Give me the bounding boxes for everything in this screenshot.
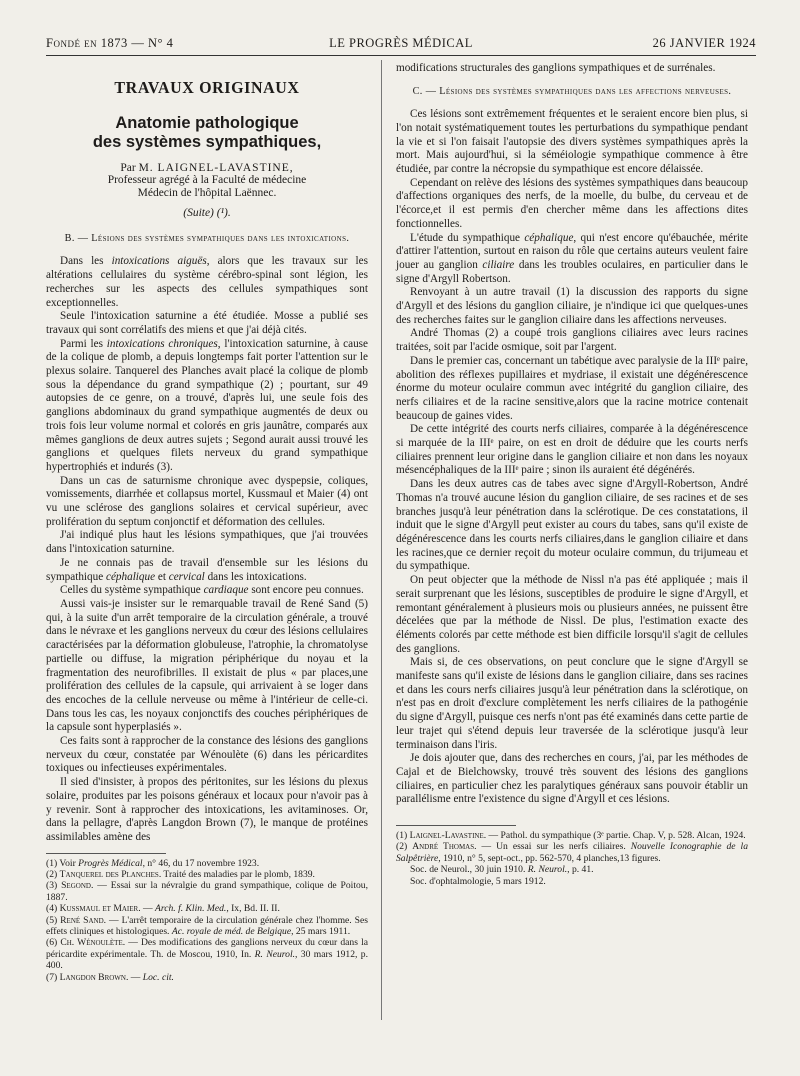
article-title xyxy=(46,114,368,152)
paragraph: Dans les deux autres cas de tabes avec signe d'Argyll-Robertson, André Thomas n'a trouvé aucune lésion du ganglion ciliaire, de ses racines et de ses branches jusqu'à leur pénétration dans la sclérotique. De ces constatations, il induit que le signe d'Argyll peut exister au cours du tabes, sans qu'il existe de dégénérescence dans les courts nerfs ciliaires,dans le ganglion ciliaire et dans les racines,que ce dernier reçoit du moteur oculaire commun, du trijumeau et du sympathique. xyxy=(396,478,748,573)
footnote: (2) André Thomas. — Un essai sur les nerfs ciliaires. Nouvelle Iconographie de la Salpêtrière, 1910, n° 5, sept-oct., pp. 562-570, 4 planches,13 figures. xyxy=(396,841,749,864)
paragraph: Cependant on relève des lésions des systèmes sympathiques dans beaucoup d'affections organiques des nerfs, de la moelle, du bulbe, du cerveau et de l'écorce,et il est permis d'en chercher même dans les affections dites fonctionnelles. xyxy=(396,176,748,230)
footnote: (1) Voir Progrès Médical, n° 46, du 17 novembre 1923. xyxy=(46,857,260,869)
paragraph: De cette intégrité des courts nerfs ciliaires, comparée à la dégénérescence si marquée de la IIIᵉ paire, on est en droit de déduire que les courts nerfs ciliaires prennent leur origine dans le ganglion ciliaire et non dans les noyaux mésencéphaliques de la IIIᵉ paire ; sinon ils auraient été dégénérés. xyxy=(396,423,748,477)
footnote: Soc. de Neurol., 30 juin 1910. R. Neurol., p. 41. xyxy=(410,864,594,876)
footnote: (4) Kussmaul et Maier. — Arch. f. Klin. Med., Ix, Bd. II. II. xyxy=(46,903,280,915)
author-affiliation-2: Médecin de l'hôpital Laënnec. xyxy=(137,186,277,199)
footnote: (6) Ch. Wénoulète. — Des modifications des ganglions nerveux du cœur dans la péricardite expérimentale. Th. de Moscou, 1910, In. R. Neurol., 30 mars 1912, p. 400. xyxy=(46,937,368,972)
paragraph: J'ai indiqué plus haut les lésions sympathiques, que j'ai trouvées dans l'intoxication saturnine. xyxy=(46,529,368,556)
paragraph: Il sied d'insister, à propos des péritonites, sur les lésions du plexus solaire, produites par les poisons généraux et locaux pour n'avoir pas à y revenir. Sont à rapprocher des intoxications, les avitaminoses. Or, dans la pellagre, d'après Langdon Brown (7), le manque de protéines assimilables amène des xyxy=(46,776,368,843)
column-divider xyxy=(381,60,382,1020)
footnote: (3) Segond. — Essai sur la névralgie du grand sympathique, colique de Poitou, 1887. xyxy=(46,880,369,903)
paragraph: Je dois ajouter que, dans des recherches en cours, j'ai, par les méthodes de Cajal et de Bielchowsky, trouvé très souvent des lésions des ganglions ciliaires, en particulier chez les paralytiques généraux sans pouvoir établir un parallélisme entre l'existence du signe d'Argyll et ces lésions. xyxy=(396,752,748,806)
footnotes-left xyxy=(46,858,368,983)
paragraph-continuation: modifications structurales des ganglions sympathiques et de surrénales. xyxy=(396,62,716,74)
paragraph: Ces faits sont à rapprocher de la constance des lésions des ganglions nerveux du cœur, constatée par Wénoulète (6) dans les péricardites toxiques ou infectieuses expérimentales. xyxy=(46,735,368,775)
running-header xyxy=(46,34,756,54)
subheading-c: C. — Lésions des systèmes sympathiques dans les affections nerveuses. xyxy=(412,85,732,97)
byline xyxy=(46,162,368,175)
paragraph: Dans les intoxications aiguës, alors que les travaux sur les altérations cellulaires du système cérébro-spinal sont légion, les recherches sur les aspects des cellules sympathiques sont exceptionnelles. xyxy=(46,255,368,309)
header-date: 26 JANVIER 1924 xyxy=(652,36,756,50)
paragraph: L'étude du sympathique céphalique, qui n'est encore qu'ébauchée, mérite d'attirer l'attention, surtout en raison du rôle que certains auteurs veulent faire jouer au ganglion ciliaire dans les troubles oculaires, en particulier dans le signe d'Argyll Robertson. xyxy=(396,231,749,285)
header-rule xyxy=(46,55,756,56)
subheading-b: B. — Lésions des systèmes sympathiques dans les intoxications. xyxy=(64,232,350,244)
footnote: (2) Tanquerel des Planches. Traité des maladies par le plomb, 1839. xyxy=(46,869,315,881)
footnote: (5) René Sand. — L'arrêt temporaire de la circulation générale chez l'homme. Ses effets cliniques et histologiques. Ac. royale de méd. de Belgique, 25 mars 1911. xyxy=(46,914,368,938)
article-title-line-1: Anatomie pathologique xyxy=(115,113,299,132)
footnote-rule xyxy=(396,825,516,826)
paragraph: Dans le premier cas, concernant un tabétique avec paralysie de la IIIᵉ paire, abolition des réflexes pupillaires et mydriase, il existait une dégénérescence énorme du moteur oculaire commun avec intégrité du ganglion ciliaire, des nerfs ciliaires et de la racine sensitive,alors que la racine motrice contenait beaucoup de gaines vides. xyxy=(396,354,748,422)
right-column xyxy=(396,62,748,887)
author-name: M. LAIGNEL-LAVASTINE, xyxy=(138,161,294,174)
header-founded: Fondé en 1873 — N° 4 xyxy=(46,36,174,50)
paragraph: Renvoyant à un autre travail (1) la discussion des rapports du signe d'Argyll et des lésions du ganglion ciliaire, je n'indique ici que quelques-unes des recherches faites sur le ganglion ciliaire dans les affections nerveuses. xyxy=(396,286,748,326)
paragraph: Parmi les intoxications chroniques, l'intoxication saturnine, à cause de la colique de plomb, a depuis longtemps fait porter l'attention sur le plexus solaire. Tanquerel des Planches avait placé la colique de plomb sous la dépendance du grand sympathique (2) ; pourtant, sur 49 autopsies de ce genre, on a trouvé, d'après lui, une seule fois des ganglions abdominaux du grand sympathique augmentés de deux ou trois fois leur volume normal et colorés en gris jaunâtre, comparés aux mêmes ganglions de deux autres sujets ; Segond aurait aussi trouvé les ganglions et quelques filets nerveux du grand sympathique hypertrophiés et indurés (3). xyxy=(46,337,368,473)
paragraph: On peut objecter que la méthode de Nissl n'a pas été appliquée ; mais il serait surprenant que les lésions, susceptibles de produire le signe d'Argyll, et remontant généralement à plusieurs mois ou plusieurs années, ne puissent être décelées que par la méthode de Nissl. De plus, l'estimation exacte des éléments colorés par cette méthode est bien difficile lorsqu'il s'agit de cellules des ganglions. xyxy=(396,574,748,655)
paragraph: Seule l'intoxication saturnine a été étudiée. Mosse a publié ses travaux qui sont corrélatifs des miens et que j'ai déjà cités. xyxy=(46,310,368,336)
footnote: (1) Laignel-Lavastine. — Pathol. du sympathique (3ᵉ partie. Chap. V, p. 528. Alcan, 1924. xyxy=(396,830,746,842)
paragraph: Dans un cas de saturnisme chronique avec dyspepsie, coliques, vomissements, diarrhée et collapsus mortel, Kussmaul et Maier (4) ont vu une sclérose des ganglions solaires et cervical supérieur, avec prolifération du septum conjonctif et déformation des cellules. xyxy=(46,474,368,528)
paragraph: André Thomas (2) a coupé trois ganglions ciliaires avec leurs racines traitées, soit par l'acide osmique, soit par l'argent. xyxy=(396,327,748,354)
section-title: TRAVAUX ORIGINAUX xyxy=(114,79,300,98)
paragraph: Aussi vais-je insister sur le remarquable travail de René Sand (5) qui, à la suite d'un arrêt temporaire de la circulation générale, a trouvé dans le névraxe et les ganglions nerveux du cœur des lésions cellulaires caractérisées par la déformation globuleuse, l'atrophie, la chromatolyse partielle ou diffuse, la migration périphérique du noyau et la fragmentation des neurofibrilles. Il existait de plus « par places,une prolifération des cellules de la capsule, qui arrivaient à se loger dans des encoches de la cellule nerveuse ou même à l'intérieur de celle-ci. Dans tous les cas, les noyaux conjonctifs des couches périphériques de la capsule sont hyperplasiés ». xyxy=(46,597,368,734)
footnote-rule xyxy=(46,853,166,854)
footnotes-right xyxy=(396,830,748,887)
continuation-note: (Suite) (¹). xyxy=(183,207,231,220)
paragraph: Ces lésions sont extrêmement fréquentes et le seraient encore bien plus, si l'on notait systématiquement toutes les perturbations du sympathique pendant la vie et si l'on faisait l'autopsie des divers systèmes sympathiques après la mort. Mais aujourd'hui, si la séméiologie sympathique commence à être étudiée, par contre la nécropsie du sympathique est encore délaissée. xyxy=(396,108,748,176)
footnote: (7) Langdon Brown. — Loc. cit. xyxy=(46,971,174,983)
article-title-line-2: des systèmes sympathiques, xyxy=(92,132,322,151)
header-journal-title: LE PROGRÈS MÉDICAL xyxy=(329,36,473,50)
footnote: Soc. d'ophtalmologie, 5 mars 1912. xyxy=(410,875,546,887)
byline-prefix: Par xyxy=(120,161,139,174)
paragraph: Celles du système sympathique cardiaque sont encore peu connues. xyxy=(60,584,364,597)
paragraph: Mais si, de ces observations, on peut conclure que le signe d'Argyll se manifeste sans qu'il existe de lésions dans le ganglion ciliaire, dans ses racines et dans les cours nerfs ciliaires jusqu'à leur pénétration dans la sclérotique, on n'est pas en droit d'exclure complètement les nerfs ciliaires de la pathogénie du signe d'Argyll, puisque ces nerfs n'ont pas été examinés dans cette partie de leur trajet qui s'étend depuis leur traversée de la sclérotique jusqu'à leur terminaison dans l'iris. xyxy=(396,656,748,751)
paragraph: Je ne connais pas de travail d'ensemble sur les lésions du sympathique céphalique et cervical dans les intoxications. xyxy=(46,556,368,583)
left-column xyxy=(46,62,368,983)
author-affiliation-1: Professeur agrégé à la Faculté de médecine xyxy=(107,174,307,187)
